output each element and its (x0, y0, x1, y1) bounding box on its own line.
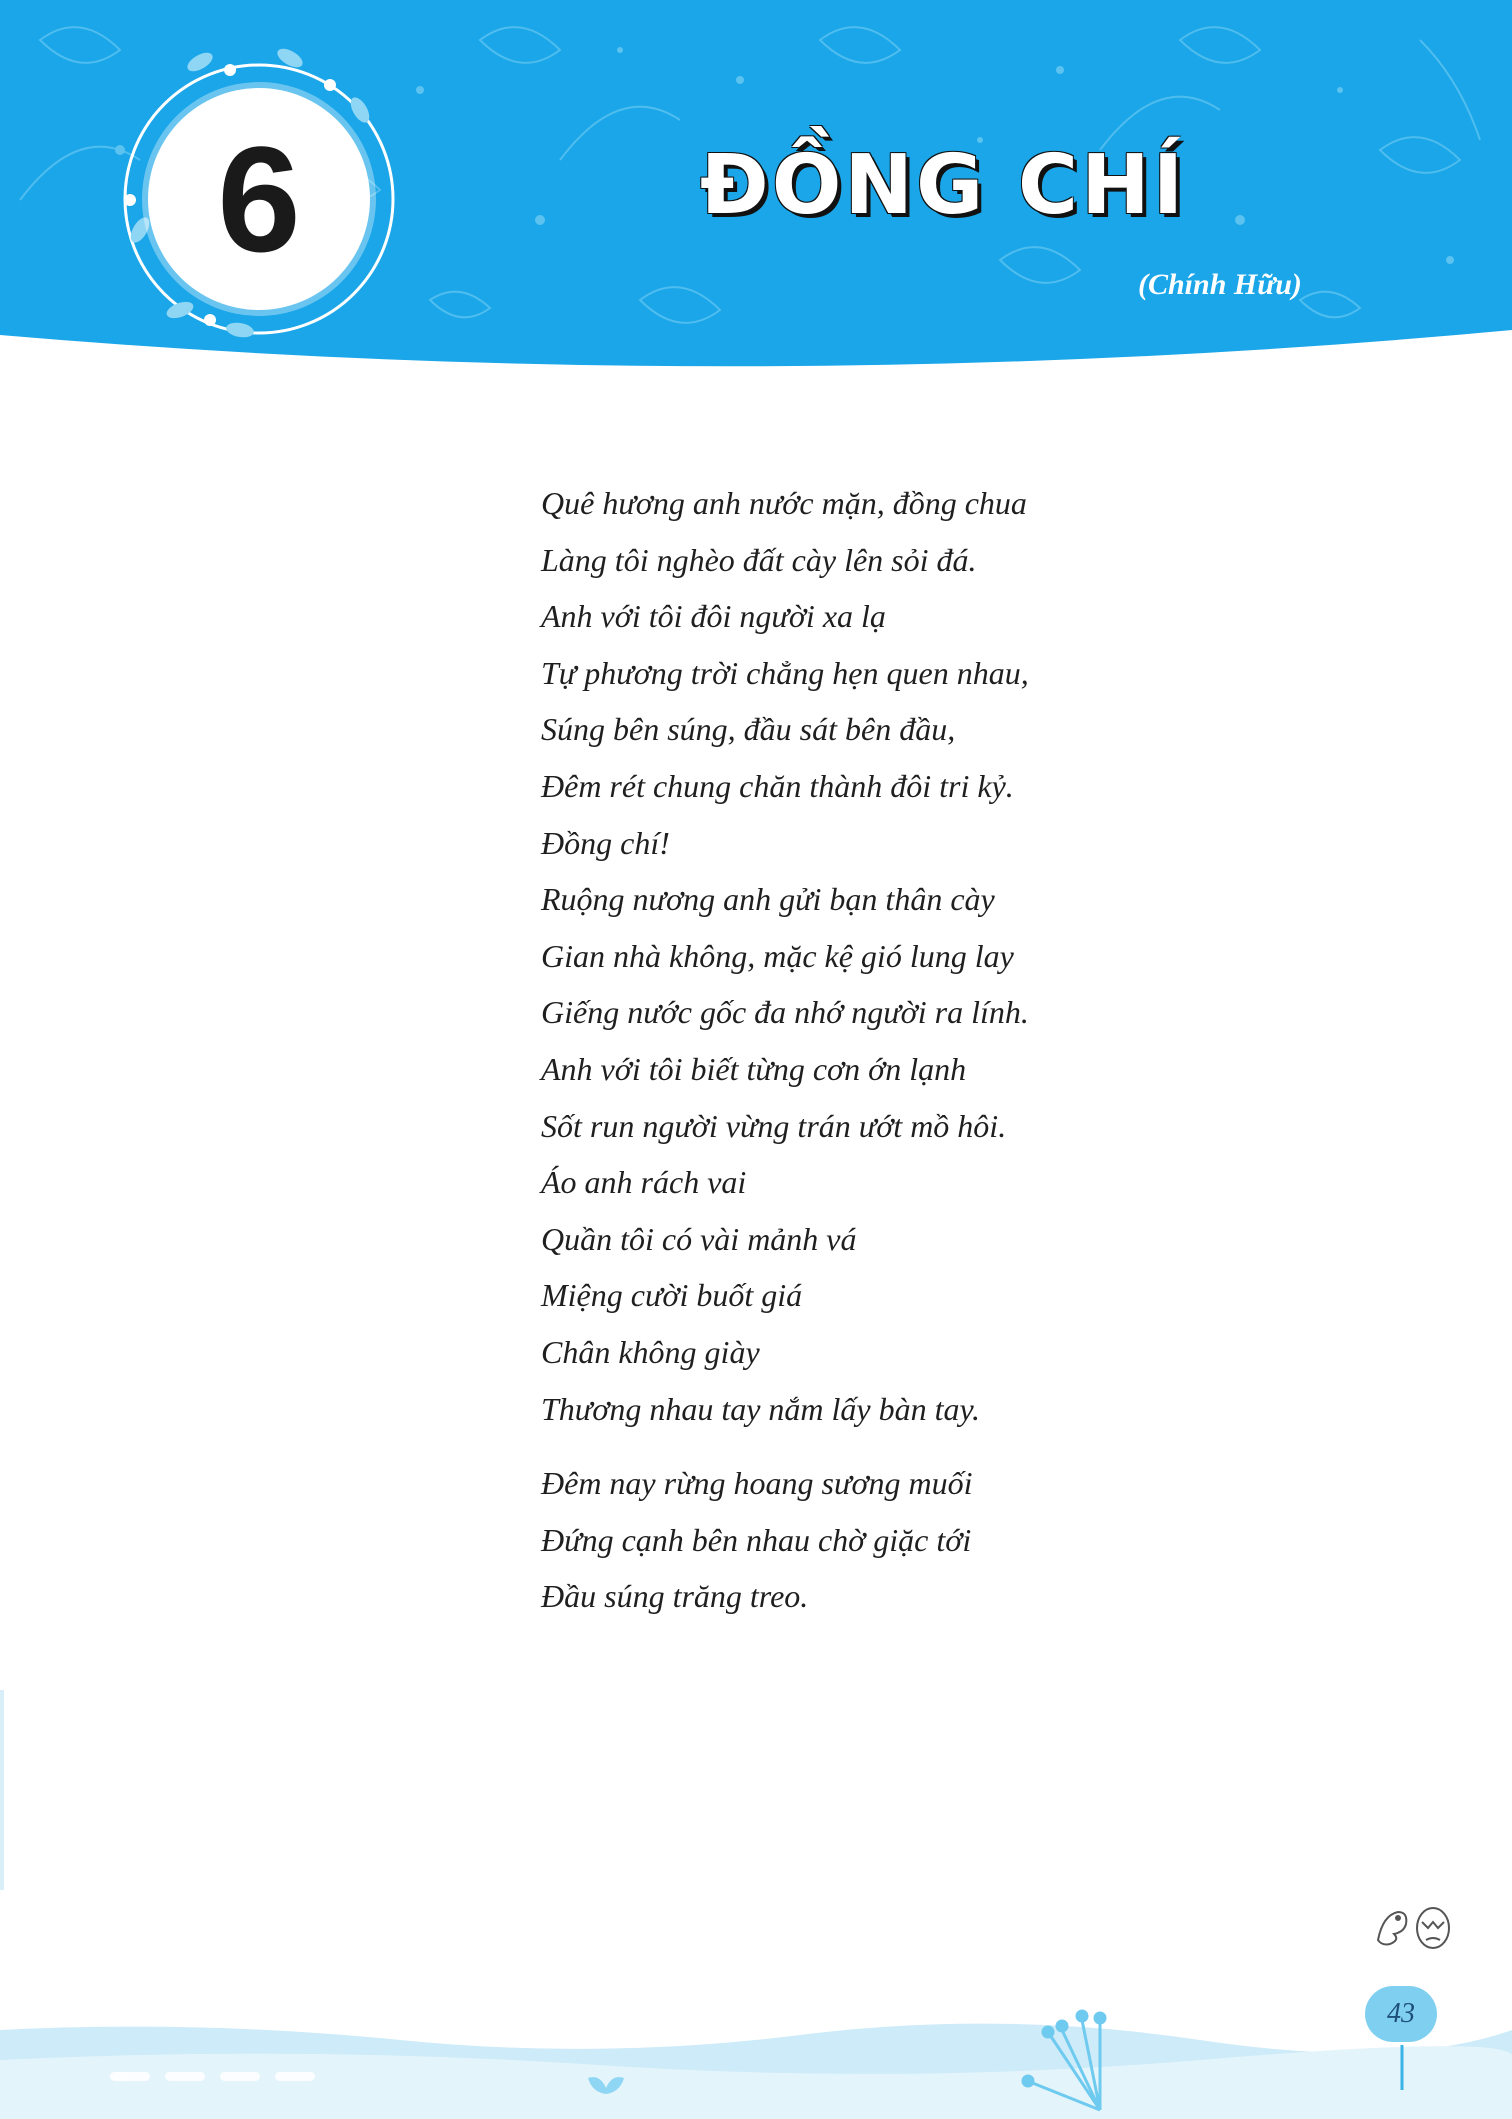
footer-background (0, 1990, 1512, 2119)
header-banner (0, 0, 1512, 400)
poem-line: Súng bên súng, đầu sát bên đầu, (541, 711, 956, 748)
poem-stanza (541, 475, 1241, 1437)
page-title: ĐỒNG CHÍ (700, 138, 1187, 233)
poem-line: Giếng nước gốc đa nhớ người ra lính. (541, 994, 1029, 1031)
author-name: (Chính Hữu) (1138, 268, 1302, 301)
poem-body (541, 475, 1241, 1643)
poem-line: Đêm nay rừng hoang sương muối (541, 1465, 973, 1502)
poem-line: Anh với tôi đôi người xa lạ (541, 598, 886, 635)
page-number: 43 (1387, 1998, 1415, 2029)
poem-line: Anh với tôi biết từng cơn ớn lạnh (541, 1050, 967, 1087)
poem-line: Quần tôi có vài mảnh vá (541, 1220, 857, 1257)
poem-line: Đồng chí! (541, 824, 670, 861)
poem-line: Đầu súng trăng treo. (541, 1578, 809, 1615)
dinosaur-egg-icon (1368, 1900, 1458, 1956)
poem-line: Làng tôi nghèo đất cày lên sỏi đá. (541, 541, 977, 578)
poem-line: Ruộng nương anh gửi bạn thân cày (541, 881, 995, 918)
poem-line: Chân không giày (541, 1333, 760, 1370)
poem-line: Sốt run người vừng trán ướt mồ hôi. (541, 1107, 1007, 1144)
poem-line: Tự phương trời chẳng hẹn quen nhau, (541, 654, 1029, 691)
footer-band (0, 1990, 1512, 2119)
poem-line: Miệng cười buốt giá (541, 1277, 803, 1314)
poem-line: Đêm rét chung chăn thành đôi tri kỷ. (541, 767, 1014, 804)
lesson-number: 6 (217, 115, 301, 283)
poem-line: Gian nhà không, mặc kệ gió lung lay (541, 937, 1014, 974)
poem-line: Thương nhau tay nắm lấy bàn tay. (541, 1390, 980, 1427)
lesson-number-circle (148, 88, 370, 310)
poem-line: Áo anh rách vai (541, 1164, 747, 1201)
poem-stanza (541, 1455, 1241, 1625)
page-number-badge (1365, 1986, 1437, 2042)
poem-line: Quê hương anh nước mặn, đồng chua (541, 485, 1027, 521)
poem-line: Đứng cạnh bên nhau chờ giặc tới (541, 1521, 972, 1558)
left-edge-mark (0, 1690, 4, 1890)
